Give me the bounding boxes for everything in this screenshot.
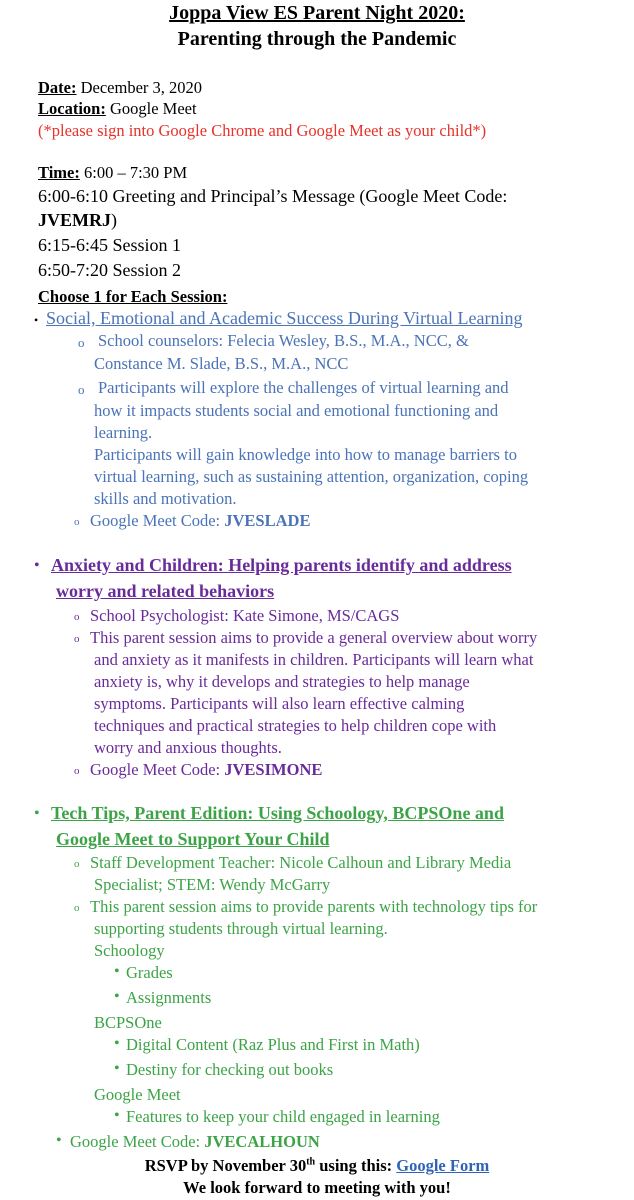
session1-desc-2: how it impacts students social and emotional functioning and [94,401,499,420]
session2-desc-1: This parent session aims to provide a general overview about worry [90,628,538,647]
schedule-line-1-code-row [38,210,117,231]
session1-desc-5: virtual learning, such as sustaining attention, organization, coping [94,467,529,486]
schoology-item-grades: Grades [126,963,173,982]
schoology-heading: Schoology [94,941,165,960]
circle-bullet-icon: o [78,382,85,397]
date-row [38,78,202,98]
sign-in-note: (*please sign into Google Chrome and Google Meet as your child*) [38,121,487,140]
session3-desc-2: supporting students through virtual learning. [94,919,388,938]
session3-title-2: Google Meet to Support Your Child [56,829,330,849]
session3-presenter-1: Staff Development Teacher: Nicole Calhoun and Library Media [90,853,512,872]
rsvp-line [0,1156,634,1176]
session1-desc-4: Participants will gain knowledge into how to manage barriers to [94,445,517,464]
session2-desc-5: techniques and practical strategies to help children cope with [94,716,497,735]
location-row [38,99,197,119]
session3-presenter-2: Specialist; STEM: Wendy McGarry [94,875,331,894]
bullet-icon: • [114,963,120,980]
session1-desc-6: skills and motivation. [94,489,237,508]
session2-meet-code-row [90,760,322,780]
google-form-link[interactable]: Google Form [396,1156,490,1175]
bcpsone-item-digital-content: Digital Content (Raz Plus and First in Math) [126,1035,420,1054]
circle-bullet-icon: o [74,902,80,914]
session3-title-1: Tech Tips, Parent Edition: Using Schoology, BCPSOne and [51,803,504,823]
schedule-line-2: 6:15-6:45 Session 1 [38,235,182,255]
session2-code-label: Google Meet Code: [90,760,225,779]
session2-presenter: School Psychologist: Kate Simone, MS/CAGS [90,606,400,625]
circle-bullet-icon: o [78,335,85,350]
session1-meet-code: JVESLADE [224,511,311,530]
schedule-paren: ) [111,210,117,230]
rsvp-mid-text: using this: [315,1156,397,1175]
session2-meet-code: JVESIMONE [224,760,323,779]
schoology-item-assignments: Assignments [126,988,212,1007]
session2-desc-6: worry and anxious thoughts. [94,738,282,757]
time-label: Time: [38,163,80,182]
bcpsone-heading: BCPSOne [94,1013,162,1032]
session3-desc-1: This parent session aims to provide parents with technology tips for [90,897,538,916]
session2-desc-4: symptoms. Participants will also learn effective calming [94,694,465,713]
bullet-icon: • [114,988,120,1005]
page-title [0,2,634,25]
bullet-icon: • [114,1035,120,1052]
session1-title: Social, Emotional and Academic Success During Virtual Learning [46,308,523,328]
circle-bullet-icon: o [74,611,80,623]
time-row [38,163,187,183]
time-value: 6:00 – 7:30 PM [79,163,188,182]
session1-code-label: Google Meet Code: [90,511,225,530]
bullet-icon: • [34,557,40,574]
session2-title-1: Anxiety and Children: Helping parents identify and address [51,555,512,575]
closing-message: We look forward to meeting with you! [183,1178,451,1197]
circle-bullet-icon: o [74,858,80,870]
bullet-icon: • [34,313,39,327]
session1-desc-3: learning. [94,423,153,442]
session1-counselors-2: Constance M. Slade, B.S., M.A., NCC [94,354,349,373]
rsvp-superscript: th [306,1156,316,1168]
circle-bullet-icon: o [74,765,80,777]
schedule-line-3: 6:50-7:20 Session 2 [38,260,182,280]
bcpsone-item-destiny: Destiny for checking out books [126,1060,334,1079]
google-meet-heading: Google Meet [94,1085,181,1104]
date-value: December 3, 2020 [76,78,203,97]
session3-meet-code: JVECALHOUN [204,1132,320,1151]
schedule-line-1: 6:00-6:10 Greeting and Principal’s Message (Google Meet Code: [38,186,508,206]
page-subtitle: Parenting through the Pandemic [177,28,457,50]
bullet-icon: • [56,1132,62,1149]
session2-title-2: worry and related behaviors [56,581,275,601]
session2-desc-3: anxiety is, why it develops and strategies to help manage [94,672,470,691]
rsvp-text: RSVP by November 30 [144,1156,307,1175]
session3-code-label: Google Meet Code: [70,1132,205,1151]
choose-heading: Choose 1 for Each Session: [38,287,228,306]
greeting-meet-code: JVEMRJ [38,210,111,230]
session3-meet-code-row [70,1132,320,1152]
circle-bullet-icon: o [74,633,80,645]
circle-bullet-icon: o [74,516,80,528]
bullet-icon: • [114,1107,120,1124]
bullet-icon: • [34,805,40,822]
meet-item-features: Features to keep your child engaged in learning [126,1107,440,1126]
date-label: Date: [38,78,77,97]
session1-desc-1: Participants will explore the challenges of virtual learning and [98,378,509,397]
bullet-icon: • [114,1060,120,1077]
session1-counselors-1: School counselors: Felecia Wesley, B.S., M.A., NCC, & [98,331,469,350]
session1-meet-code-row [90,511,310,531]
session2-desc-2: and anxiety as it manifests in children. Participants will learn what [94,650,534,669]
location-label: Location: [38,99,106,118]
location-value: Google Meet [105,99,197,118]
title-line-1: Joppa View ES Parent Night 2020: [169,2,465,24]
